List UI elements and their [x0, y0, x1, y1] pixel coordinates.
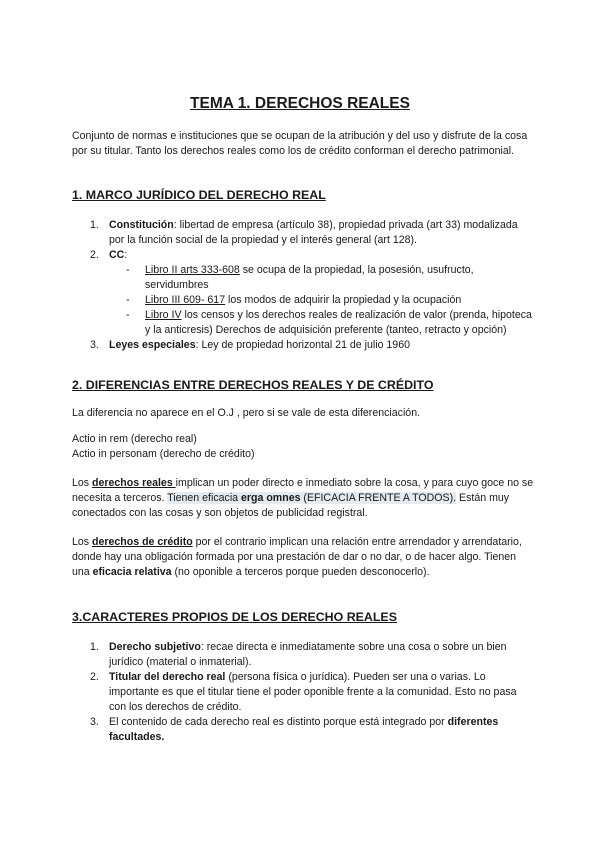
dash-bullet: -: [126, 309, 130, 321]
sublist-item: [72, 263, 534, 293]
item-label: CC: [109, 249, 125, 261]
highlighted-text: [167, 492, 456, 504]
list-item: [72, 640, 534, 670]
item-label: Leyes especiales: [109, 339, 196, 351]
cc-sublist: [72, 263, 534, 338]
item-label: Titular del derecho real: [109, 671, 226, 683]
derechos-reales-paragraph: [72, 476, 534, 521]
list-item: [72, 218, 534, 248]
section1-list-container: [72, 218, 534, 353]
sublist-item: [72, 293, 534, 308]
actio-in-rem: Actio in rem (derecho real): [72, 433, 197, 445]
list-item: [72, 715, 534, 745]
text-segment: implican un poder directo e inmediato sobre la cosa, y para cuyo goce no se necesita a terceros.: [72, 477, 534, 504]
dash-bullet: -: [126, 264, 130, 276]
list-number: 2.: [90, 671, 99, 683]
law-reference: Libro II arts 333-608: [145, 264, 240, 276]
section3-list: [72, 640, 534, 745]
list-number: 3.: [90, 716, 99, 728]
item-label: Constitución: [109, 219, 174, 231]
sublist-item: [72, 308, 534, 338]
section2-heading: 2. DIFERENCIAS ENTRE DERECHOS REALES Y DE CRÉDITO: [72, 378, 434, 392]
list-number: 2.: [90, 249, 99, 261]
section3-list-container: [72, 640, 534, 745]
section2-paragraph-1: La diferencia no aparece en el O.J , pero si se vale de esta diferenciación.: [72, 407, 421, 419]
item-text: : recae directa e inmediatamente sobre una cosa o sobre un bien jurídico (material o inmaterial).: [109, 641, 507, 668]
text-segment: (EFICACIA FRENTE A TODOS).: [300, 492, 457, 504]
text-segment: (no oponible a terceros porque pueden desconocerlo).: [171, 566, 430, 578]
section3-heading: 3.CARACTERES PROPIOS DE LOS DERECHO REALES: [72, 610, 397, 624]
text-segment: Los: [72, 536, 93, 548]
item-text: El contenido de cada derecho real es distinto porque está integrado por: [109, 716, 448, 728]
sublist-text: los modos de adquirir la propiedad y la ocupación: [225, 294, 462, 306]
page-title: TEMA 1. DERECHOS REALES: [190, 95, 410, 112]
term-erga-omnes: erga omnes: [241, 492, 301, 504]
item-label: diferentes facultades.: [109, 716, 499, 743]
text-segment: Están muy conectados con las cosas y son objetos de publicidad registral.: [72, 492, 510, 519]
list-item: [72, 670, 534, 715]
text-segment: Tienen eficacia: [167, 492, 242, 504]
section1-list: [72, 218, 534, 353]
dash-bullet: -: [126, 294, 130, 306]
text-segment: por el contrario implican una relación entre arrendador y arrendatario, donde hay una obligación formada por una prestación de dar o no dar, o de hacer algo. Tienen una: [72, 536, 522, 578]
list-item: [72, 248, 534, 338]
text-segment: Los: [72, 477, 93, 489]
item-text: (persona física o jurídica). Pueden ser una o varias. Lo importante es que el titular tiene el poder oponible frente a la comunidad. Esto no pasa con los derechos de crédito.: [109, 671, 517, 713]
law-reference: Libro III 609- 617: [145, 294, 226, 306]
actio-in-personam: Actio in personam (derecho de crédito): [72, 448, 255, 460]
sublist-text: se ocupa de la propiedad, la posesión, usufructo, servidumbres: [145, 264, 474, 291]
sublist-text: los censos y los derechos reales de realización de valor (prenda, hipoteca y la anticresis) Derechos de adquisición preferente (tanteo, retracto y opción): [145, 309, 532, 336]
item-label: Derecho subjetivo: [109, 641, 201, 653]
item-text: : libertad de empresa (artículo 38), propiedad privada (art 33) modalizada por la función social de la propiedad y el interés general (art 128).: [109, 219, 518, 246]
term-derechos-reales: derechos reales: [92, 477, 176, 489]
derechos-credito-paragraph: [72, 535, 534, 580]
item-text: : Ley de propiedad horizontal 21 de julio 1960: [195, 339, 410, 351]
intro-paragraph: Conjunto de normas e instituciones que se ocupan de la atribución y del uso y disfrute de la cosa por su titular. Tanto los derechos reales como los de crédito conforman el derecho patrimonial.: [72, 130, 528, 157]
list-number: 1.: [90, 219, 99, 231]
item-text: :: [124, 249, 128, 261]
list-number: 3.: [90, 339, 99, 351]
term-eficacia-relativa: eficacia relativa: [92, 566, 172, 578]
section1-heading: 1. MARCO JURÍDICO DEL DERECHO REAL: [72, 188, 326, 202]
list-item: [72, 338, 534, 353]
law-reference: Libro IV: [145, 309, 182, 321]
list-number: 1.: [90, 641, 99, 653]
term-derechos-credito: derechos de crédito: [92, 536, 193, 548]
